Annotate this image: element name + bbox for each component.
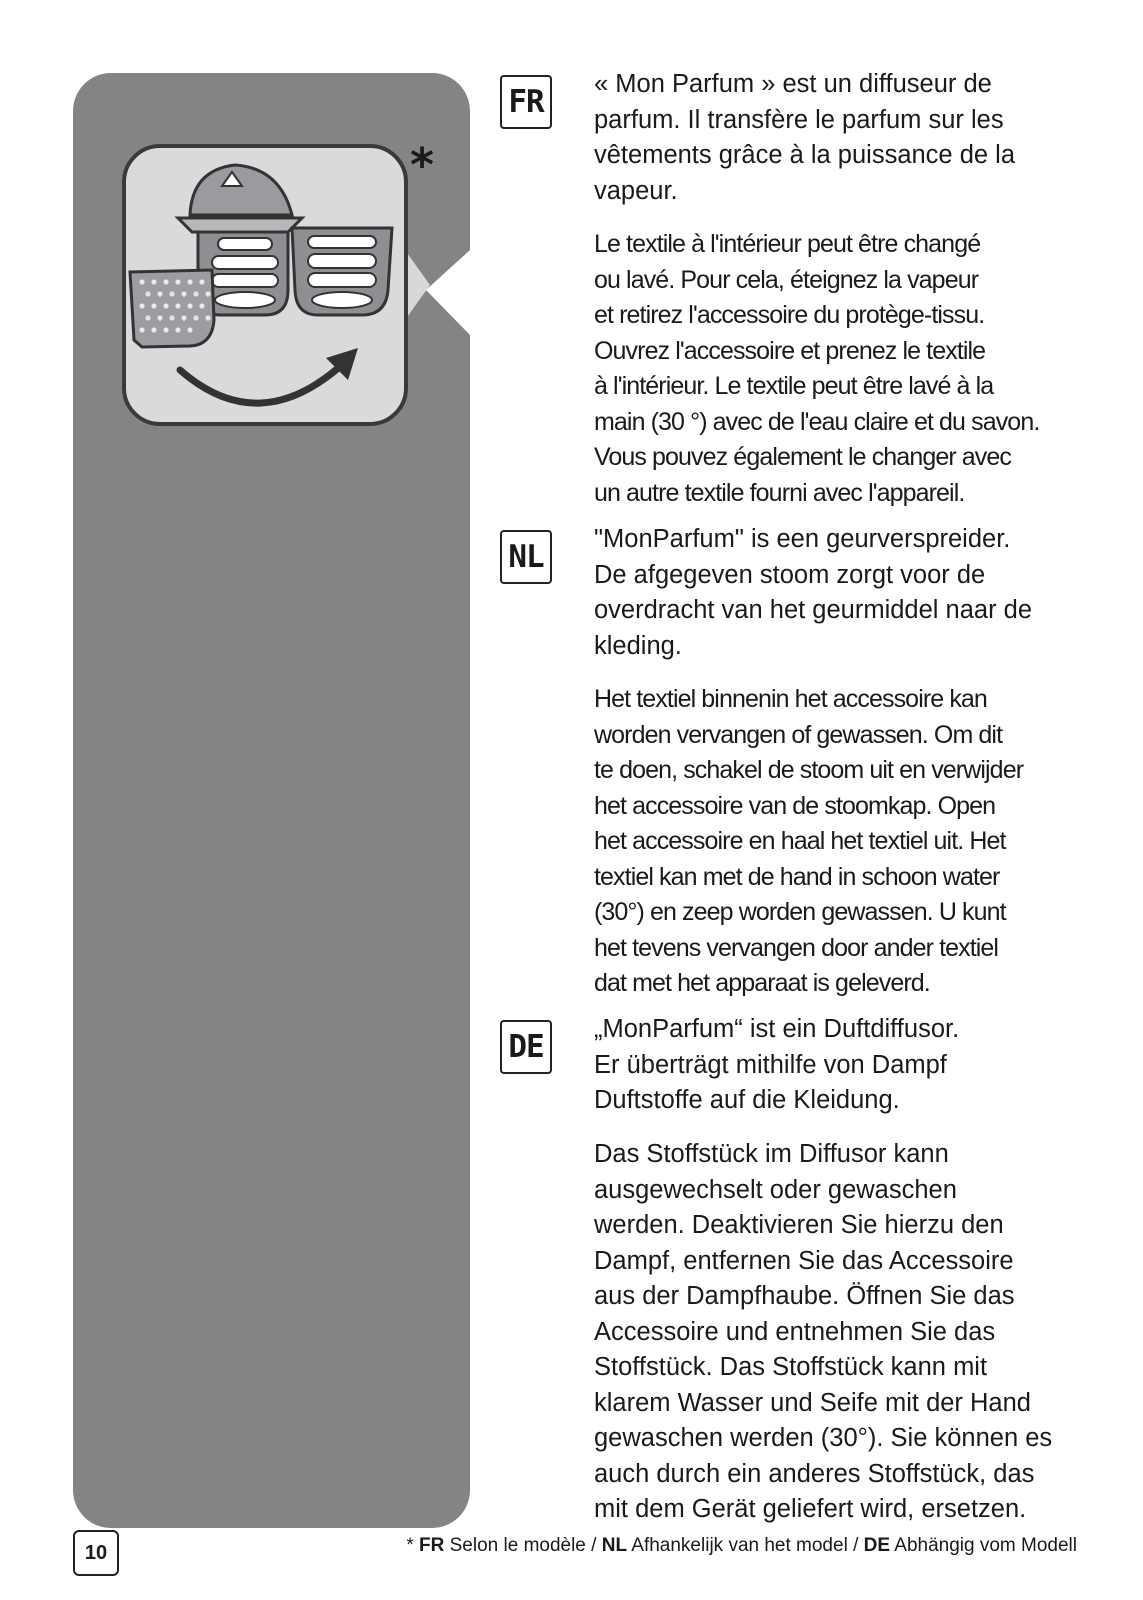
fr-body: Le textile à l'intérieur peut être changé ou lavé. Pour cela, éteignez la vapeur et retirez l'accessoire du protège-tissu. Ouvrez l'accessoire et prenez le textile à l'intérieur. Le textile peut être lavé à la main (30 °) avec de l'eau claire et du savon. Vous pouvez également le changer avec un autre textile fourni avec l'appareil. <box>594 230 1040 507</box>
footnote-star: * <box>406 1535 420 1556</box>
footnote-de-code: DE <box>863 1535 891 1556</box>
asterisk-marker: * <box>410 138 435 192</box>
footnote-fr-code: FR <box>419 1535 445 1556</box>
footnote-nl-code: NL <box>601 1535 628 1556</box>
fr-intro: « Mon Parfum » est un diffuseur de parfum. Il transfère le parfum sur les vêtements grâce à la puissance de la vapeur. <box>594 70 1015 205</box>
lang-badge-de: DE <box>500 1020 552 1074</box>
lang-badge-fr: FR <box>500 75 552 129</box>
lang-badge-nl: NL <box>500 530 552 584</box>
nl-body: Het textiel binnenin het accessoire kan worden vervangen of gewassen. Om dit te doen, schakel de stoom uit en verwijder het accessoire van de stoomkap. Open het accessoire en haal het textiel uit. Het textiel kan met de hand in schoon water (30°) en zeep worden gewassen. U kunt het tevens vervangen door ander textiel dat met het apparaat is geleverd. <box>594 685 1024 997</box>
de-intro: „MonParfum“ ist ein Duftdiffusor. Er überträgt mithilfe von Dampf Duftstoffe auf die Kleidung. <box>594 1015 960 1114</box>
nl-intro: "MonParfum" is een geurverspreider. De afgegeven stoom zorgt voor de overdracht van het geurmiddel naar de kleding. <box>594 525 1033 660</box>
footnote-nl-text: Afhankelijk van het model / <box>627 1535 864 1556</box>
footnote <box>406 1535 1077 1557</box>
de-body: Das Stoffstück im Diffusor kann ausgewechselt oder gewaschen werden. Deaktivieren Sie hierzu den Dampf, entfernen Sie das Accessoire aus der Dampfhaube. Öffnen Sie das Accessoire und entnehmen Sie das Stoffstück. Das Stoffstück kann mit klarem Wasser und Seife mit der Hand gewaschen werden (30°). Sie können es auch durch ein anderes Stoffstück, das mit dem Gerät geliefert wird, ersetzen. <box>594 1140 1053 1523</box>
footnote-de-text: Abhängig vom Modell <box>890 1535 1077 1556</box>
footnote-fr-text: Selon le modèle / <box>444 1535 602 1556</box>
page-number: 10 <box>73 1530 119 1576</box>
